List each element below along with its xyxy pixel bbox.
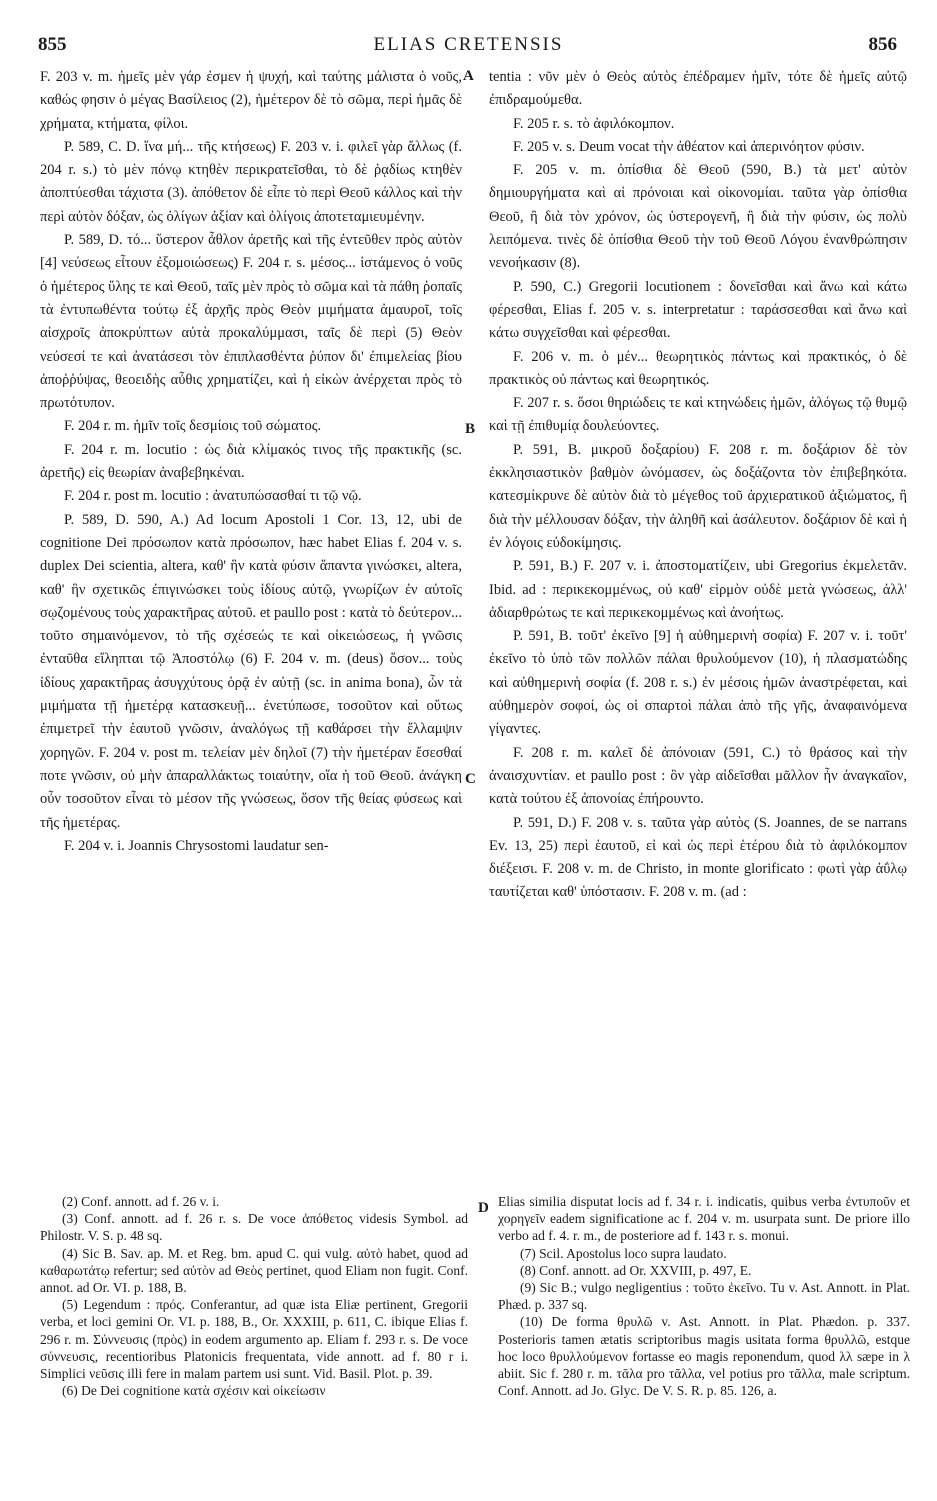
footnote: (7) Scil. Apostolus loco supra laudato. bbox=[520, 1245, 727, 1261]
page-number-right: 856 bbox=[868, 34, 897, 55]
footnote: (10) De forma θρυλῶ v. Ast. Annott. in Plat. Phædon. p. 337. Posterioris tamen ætatis scriptoribus magis usitata forma θρυλλῶ, estque hoc loco θρυλλούμενον fortasse eo magis reponendum, quod λλ sæpe in λ abiit. Sic f. 280 r. m. τᾶλα pro τᾶλλα, vel potius pro τᾶλλα, male scriptum. Conf. Annott. ad Jo. Glyc. De V. S. R. p. 85. 126, a. bbox=[498, 1314, 910, 1399]
footnote: (6) De Dei cognitione κατὰ σχέσιν καὶ οἰκείωσιν bbox=[62, 1383, 326, 1399]
footnote: (8) Conf. annott. ad Or. XXVIII, p. 497, E. bbox=[520, 1262, 752, 1278]
paragraph: P. 589, C. D. ἵνα μή... τῆς κτήσεως) F. 203 v. i. φιλεῖ γὰρ ἄλλως (f. 204 r. s.) τὸ μὲν πόνῳ κτηθὲν περικρατεῖσθαι, τὸ δὲ ῥᾳδίως κτηθὲν ἀποπτύεσθαι τάχιστα (3). ἀπόθετον δὲ εἶπε τὸ περὶ Θεοῦ κάλλος καὶ τὴν περὶ αὐτὸν δόξαν, ὡς ὀλίγων ἀξίαν καὶ ὀλίγοις ἀποτεταμιευμένην. bbox=[40, 138, 462, 225]
margin-marker-c: C bbox=[465, 771, 476, 787]
footnotes-right bbox=[498, 1193, 910, 1498]
paragraph: F. 204 r. m. locutio : ὡς διὰ κλίμακός τινος τῆς πρακτικῆς (sc. ἀρετῆς) εἰς θεωρίαν ἀναβεβηκέναι. bbox=[40, 441, 462, 482]
paragraph: F. 205 v. s. Deum vocat τὴν ἀθέατον καὶ ἀπερινόητον φύσιν. bbox=[513, 138, 865, 155]
paragraph: F. 207 r. s. ὅσοι θηριώδεις τε καὶ κτηνώδεις ἡμῶν, ἀλόγως τῷ θυμῷ καὶ τῇ ἐπιθυμίᾳ δουλεύοντες. bbox=[489, 395, 907, 435]
paragraph: F. 204 v. i. Joannis Chrysostomi laudatur sen- bbox=[64, 837, 329, 854]
paragraph: F. 205 r. s. τὸ ἀφιλόκομπον. bbox=[513, 115, 675, 132]
paragraph: P. 591, B.) F. 207 v. i. ἀποστοματίζειν, ubi Gregorius ἐκμελετᾶν. Ibid. ad : περικεκομμένως, οὐ καθ' εἱρμὸν οὐδὲ μετὰ γνώσεως, ἀλλ' ἀδιαρθρώτως τε καὶ περικεκομμένως καὶ ἀνοήτως. bbox=[489, 558, 907, 621]
footnote: (5) Legendum : πρός. Conferantur, ad quæ ista Eliæ pertinent, Gregorii verba, et loci gemini Or. VI. p. 188, B., Or. XXXIII, p. 611, C. ibique Elias f. 296 r. m. Σύννευσις (πρὸς) in eodem argumento ap. Eliam f. 293 r. s. De voce σύννευσις, recentioribus Platonicis frequentata, vide annott. ad f. 80 r i. Simplici νεῦσις illi fere in malam partem usi sunt. Vid. Basil. Plot. p. 39. bbox=[40, 1297, 468, 1382]
running-title: ELIAS CRETENSIS bbox=[373, 34, 564, 55]
paragraph: F. 205 v. m. ὀπίσθια δὲ Θεοῦ (590, B.) τὰ μετ' αὐτὸν δημιουργήματα καὶ αἱ πρόνοιαι καὶ οἰκονομίαι. ταῦτα γὰρ ὀπίσθια Θεοῦ, ἢ διὰ τὸν χρόνον, ὡς ὑστερογενῆ, ἢ διὰ τὴν φύσιν, ὡς πολὺ λειπόμενα. τινὲς δὲ ὀπίσθια Θεοῦ τὴν τοῦ Θεοῦ Λόγου ἐνανθρώπησιν νενοήκασιν (8). bbox=[489, 162, 907, 272]
margin-marker-d: D bbox=[478, 1200, 489, 1216]
footnote: (3) Conf. annott. ad f. 26 r. s. De voce ἀπόθετος videsis Symbol. ad Philostr. V. S. p. 48 sq. bbox=[40, 1211, 468, 1244]
margin-marker-b: B bbox=[465, 421, 476, 437]
margin-marker-a: A bbox=[463, 68, 474, 84]
running-header bbox=[0, 34, 937, 60]
footnote: Elias similia disputat locis ad f. 34 r. i. indicatis, quibus verba ἐντυποῦν et χορηγεῖν eadem significatione ac f. 204 v. m. usurpata sunt. De priore illo verbo ad f. 4. r. m., de posteriore ad f. 143 r. s. monui. bbox=[498, 1194, 910, 1244]
footnote: (4) Sic B. Sav. ap. M. et Reg. bm. apud C. qui vulg. αὐτὸ habet, quod ad καθαρωτάτῳ refertur; sed αὐτὸν ad Θεὸς pertinet, quod Eliam non fugit. Conf. annot. ad Or. VI. p. 188, B. bbox=[40, 1245, 468, 1296]
footnote: (9) Sic B.; vulgo negligentius : τοῦτο ἐκεῖνο. Tu v. Ast. Annott. in Plat. Phæd. p. 337 sq. bbox=[498, 1280, 910, 1313]
left-text-column bbox=[40, 66, 462, 1166]
paragraph: P. 591, D.) F. 208 v. s. ταῦτα γὰρ αὐτὸς (S. Joannes, de se narrans Ev. 13, 25) περὶ ἑαυτοῦ, εἰ καὶ ὡς περὶ ἑτέρου διὰ τὸ ἀφιλόκομπον διέξεισι. F. 208 v. m. de Christo, in monte glorificato : φωτὶ γὰρ ἀΰλῳ ταυτίζεται καθ' ὑπόστασιν. F. 208 v. m. (ad : bbox=[489, 814, 907, 901]
paragraph: F. 208 r. m. καλεῖ δὲ ἀπόνοιαν (591, C.) τὸ θράσος καὶ τὴν ἀναισχυντίαν. et paullo post : ὃν γὰρ αἰδεῖσθαι μᾶλλον ἦν ἀναγκαῖον, κατὰ τούτου ἐξ ἀπονοίας ἐπήρουντο. bbox=[489, 744, 907, 808]
paragraph: P. 589, D. 590, A.) Ad locum Apostoli 1 Cor. 13, 12, ubi de cognitione Dei πρόσωπον κατὰ πρόσωπον, hæc habet Elias f. 204 v. s. duplex Dei scientia, altera, καθ' ἣν κατὰ φύσιν ἅπαντα γινώσκει, altera, καθ' ἣν σχετικῶς ἐπιγινώσκει τοὺς ἰδίους αὐτῷ, γνωρίζων ἐν αὐτοῖς σῳζομένους τοὺς χαρακτῆρας αὐτοῦ. et paullo post : κατὰ τὸ δεύτερον... τοῦτο σημαινόμενον, τὸ τῆς σχέσεώς τε καὶ οἰκειώσεως, ἡ γνῶσις ἐνταῦθα εἴληπται τῷ Ἀποστόλῳ (6) F. 204 v. m. (deus) ὅσον... τοὺς ἰδίους χαρακτῆρας ἀσυγχύτους ὁρᾷ ἐν αὐτῇ (sc. in anima bona), ὧν τὰ μιμήματα τῇ ἡμετέρᾳ κατασκευῇ... ἐνετύπωσε, τοσοῦτον καὶ οὕτως ἐπιμετρεῖ τὴν ἑαυτοῦ γνῶσιν, ἀναλόγως τῇ καθάρσει τὴν ἔλλαμψιν χορηγῶν. F. 204 v. post m. τελείαν μὲν δηλοῖ (7) τὴν ἡμετέραν ἔσεσθαί ποτε γνῶσιν, οὐ μὴν ἀπαραλλάκτως τοιαύτην, οἵα ἡ τοῦ Θεοῦ. ἀνάγκη οὖν τοσοῦτον εἶναι τὸ μέσον τῆς γνώσεως, ὅσον τῆς θείας φύσεως καὶ τῆς ἡμετέρας. bbox=[40, 511, 462, 831]
footnotes-left bbox=[40, 1193, 468, 1498]
paragraph: F. 203 v. m. ἡμεῖς μὲν γάρ ἐσμεν ἡ ψυχή, καὶ ταύτης μάλιστα ὁ νοῦς, καθώς φησιν ὁ μέγας Βασίλειος (2), ἡμέτερον δὲ τὸ σῶμα, περὶ ἡμᾶς δὲ χρήματα, κτήματα, φίλοι. bbox=[40, 69, 462, 132]
page-number-left: 855 bbox=[38, 34, 67, 55]
paragraph: P. 590, C.) Gregorii locutionem : δονεῖσθαι καὶ ἄνω καὶ κάτω φέρεσθαι, Elias f. 205 v. s. interpretatur : ταράσσεσθαι καὶ ἄνω καὶ κάτω συγχεῖσθαι καὶ φέρεσθαι. bbox=[489, 278, 907, 342]
paragraph: tentia : νῦν μὲν ὁ Θεὸς αὐτὸς ἐπέδραμεν ἡμῖν, τότε δὲ ἡμεῖς αὐτῷ ἐπιδραμούμεθα. bbox=[489, 69, 907, 109]
footnote: (2) Conf. annott. ad f. 26 v. i. bbox=[62, 1194, 220, 1209]
right-text-column bbox=[489, 66, 907, 1166]
paragraph: P. 589, D. τό... ὕστερον ἆθλον ἀρετῆς καὶ τῆς ἐντεῦθεν πρὸς αὐτὸν [4] νεύσεως εἶτουν ἐξομοιώσεως) F. 204 r. s. μέσος... ἱστάμενος ὁ νοῦς ὁ ἡμέτερος ὕλης τε καὶ Θεοῦ, ταῖς μὲν πρὸς τὸ σῶμα καὶ τὰ πάθη ῥοπαῖς τὰ ἐντυπωθέντα τούτῳ ἐξ ἀρχῆς πρὸς Θεὸν μιμήματα ἀμαυροῖ, τοῖς αἰσχροῖς ἀποκρύπτων αὐτὰ προκαλύμμασι, ταῖς δὲ περὶ (5) Θεὸν νεύσεσί τε καὶ ἀνατάσεσι τὸν ἐπιπλασθέντα ῥύπον δι' ἐπιμελείας βίου ἀποῤῥύψας, θεοειδὴς αὖθις χρηματίζει, καὶ ἡ εἰκὼν ἀνέρχεται πρὸς τὸ πρωτότυπον. bbox=[40, 232, 462, 412]
paragraph: P. 591, B. τοῦτ' ἐκεῖνο [9] ἡ αὐθημερινὴ σοφία) F. 207 v. i. τοῦτ' ἐκεῖνο τὸ ὑπὸ τῶν πολλῶν πάλαι θρυλούμενον (10), ἡ πλασματώδης καὶ αὐθημερινὴ σοφία (f. 208 r. s.) ἐν μέσοις ἡμῶν ἀναστρέφεται, καὶ αὐθημερὸν σοφοί, ὡς οἱ σπαρτοὶ πάλαι ἀπὸ τῆς γῆς, ἀναφαινόμενα γίγαντες. bbox=[489, 628, 907, 738]
paragraph: P. 591, B. μικροῦ δοξαρίου) F. 208 r. m. δοξάριον δὲ τὸν ἐκκλησιαστικὸν βαθμὸν ὠνόμασεν, ὡς δοξάζοντα τὸν ἐπιβεβηκότα. κατεσμίκρυνε δὲ αὐτὸν διὰ τὸ μέγεθος τοῦ ἀρχιερατικοῦ ἀξιώματος, ἢ διὰ τὴν μέλλουσαν δόξαν, τὴν ἀληθῆ καὶ ἀσάλευτον. δοξάριον δὲ καὶ ἡ ἐν λόγοις εὐδοκίμησις. bbox=[489, 441, 907, 551]
paragraph: F. 204 r. post m. locutio : ἀνατυπώσασθαί τι τῷ νῷ. bbox=[64, 488, 362, 505]
paragraph: F. 206 v. m. ὁ μέν... θεωρητικὸς πάντως καὶ πρακτικός, ὁ δὲ πρακτικὸς οὐ πάντως καὶ θεωρητικός. bbox=[489, 348, 907, 388]
paragraph: F. 204 r. m. ἡμῖν τοῖς δεσμίοις τοῦ σώματος. bbox=[64, 418, 322, 435]
